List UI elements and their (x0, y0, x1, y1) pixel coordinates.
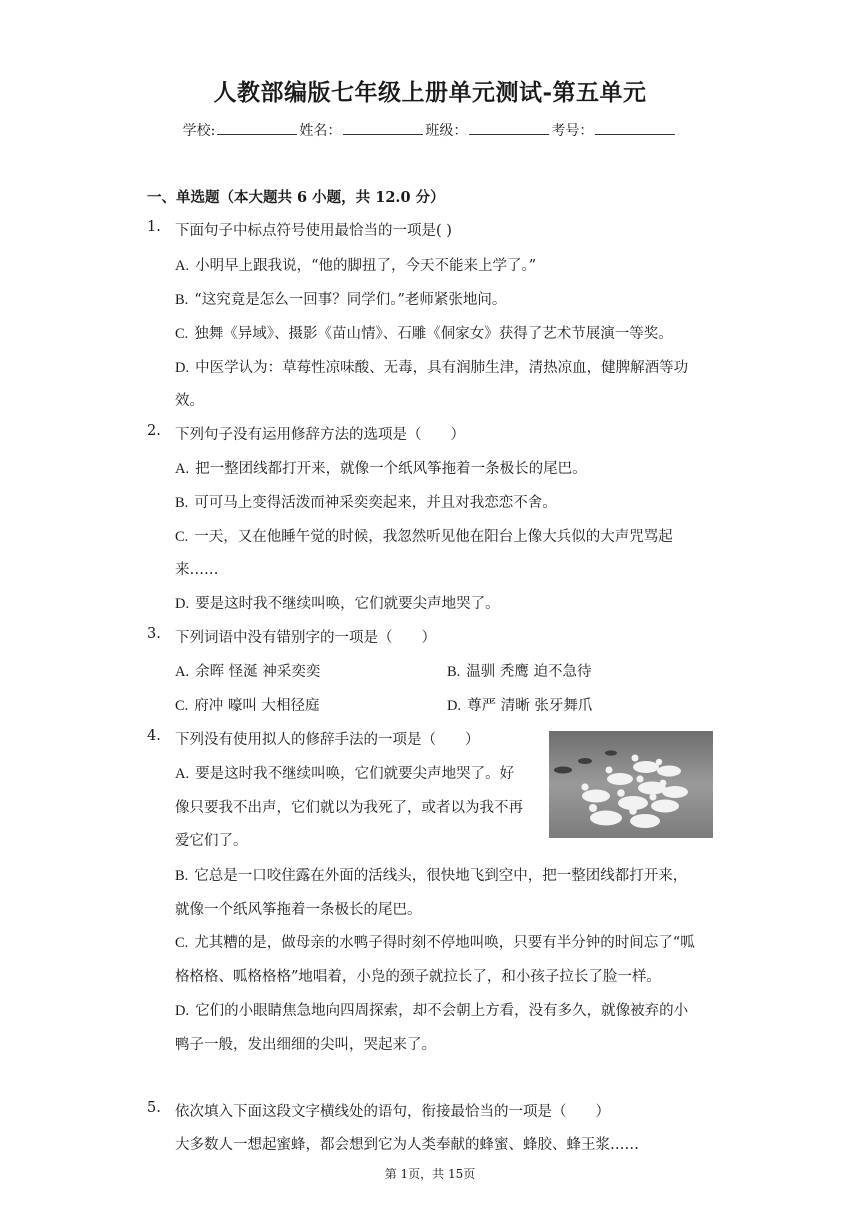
option-continuation: 就像一个纸风筝拖着一条极长的尾巴。 (175, 902, 422, 918)
option-letter: A. (175, 766, 190, 782)
class-blank[interactable] (469, 122, 549, 135)
section-heading: 一、单选题（本大题共 6 小题，共 12.0 分） (147, 189, 445, 206)
page-title: 人教部编版七年级上册单元测试-第五单元 (213, 79, 647, 106)
option-letter: A. (175, 258, 190, 274)
option-d[interactable] (175, 356, 688, 377)
option-c[interactable] (175, 322, 673, 343)
option-d[interactable] (175, 592, 500, 613)
option-letter: D. (175, 360, 190, 376)
option-letter: B. (175, 292, 189, 308)
option-a[interactable] (175, 762, 514, 783)
option-a[interactable] (175, 457, 587, 478)
option-b[interactable] (175, 491, 557, 512)
option-c[interactable] (175, 931, 695, 952)
option-continuation: 格格格、呱格格格”地唱着，小凫的颈子就拉长了，和小孩子拉长了脸一样。 (175, 969, 661, 985)
question-number: 5. (147, 1100, 161, 1116)
class-label: 班级： (425, 123, 468, 139)
option-continuation: 爱它们了。 (175, 833, 248, 849)
option-a[interactable] (175, 254, 536, 275)
question-number: 2. (147, 423, 161, 439)
school-blank[interactable] (217, 122, 297, 135)
option-text: 要是这时我不继续叫唤，它们就要尖声地哭了。 (195, 596, 500, 612)
option-d[interactable] (175, 999, 688, 1020)
option-text: 要是这时我不继续叫唤，它们就要尖声地哭了。好 (195, 766, 515, 782)
question-number: 3. (147, 626, 161, 642)
option-letter: C. (175, 935, 189, 951)
name-label: 姓名： (299, 123, 342, 139)
option-c[interactable] (175, 694, 320, 715)
ducks-photo (549, 731, 713, 838)
option-c[interactable] (175, 525, 673, 546)
ducks-illustration (549, 731, 713, 838)
option-letter: B. (447, 664, 461, 680)
option-a[interactable] (175, 660, 320, 681)
question-stem: 下列句子没有运用修辞方法的选项是（ ） (175, 427, 465, 443)
question-number: 4. (147, 728, 161, 744)
exam-number-blank[interactable] (595, 122, 675, 135)
option-continuation: 像只要我不出声，它们就以为我死了，或者以为我不再 (175, 800, 523, 816)
option-text: 一天，又在他睡午觉的时候，我忽然听见他在阳台上像大兵似的大声咒骂起 (194, 529, 673, 545)
option-letter: D. (175, 596, 190, 612)
question-number: 1. (147, 219, 161, 235)
option-text: 府冲 嚎叫 大相径庭 (194, 698, 320, 714)
option-b[interactable] (175, 288, 506, 309)
question-stem: 下列词语中没有错别字的一项是（ ） (175, 630, 436, 646)
option-b[interactable] (447, 660, 592, 681)
option-letter: A. (175, 461, 190, 477)
option-letter: C. (175, 698, 189, 714)
option-d[interactable] (447, 694, 592, 715)
option-text: 独舞《异域》、摄影《苗山情》、石雕《侗家女》获得了艺术节展演一等奖。 (194, 326, 673, 342)
question-stem: 下面句子中标点符号使用最恰当的一项是( ) (175, 223, 452, 239)
option-text: 尤其糟的是，做母亲的水鸭子得时刻不停地叫唤，只要有半分钟的时间忘了“呱 (194, 935, 695, 951)
option-text: “这究竟是怎么一回事？同学们。”老师紧张地问。 (194, 292, 507, 308)
question-passage: 大多数人一想起蜜蜂，都会想到它为人类奉献的蜂蜜、蜂胶、蜂王浆…… (175, 1137, 639, 1153)
option-letter: D. (175, 1003, 190, 1019)
name-blank[interactable] (343, 122, 423, 135)
school-label: 学校: (182, 123, 216, 139)
option-continuation: 效。 (175, 393, 204, 409)
option-text: 尊严 清晰 张牙舞爪 (467, 698, 593, 714)
option-text: 温驯 秃鹰 迫不急待 (466, 664, 592, 680)
option-letter: C. (175, 529, 189, 545)
option-letter: B. (175, 868, 189, 884)
option-letter: B. (175, 495, 189, 511)
option-text: 余晖 怪涎 神采奕奕 (195, 664, 321, 680)
question-stem: 依次填入下面这段文字横线处的语句，衔接最恰当的一项是（ ） (175, 1104, 610, 1120)
student-info-line (0, 120, 860, 140)
option-letter: C. (175, 326, 189, 342)
option-continuation: 来…… (175, 562, 219, 578)
option-b[interactable] (175, 864, 687, 885)
option-letter: D. (447, 698, 462, 714)
option-text: 中医学认为：草莓性凉味酸、无毒，具有润肺生津，清热凉血，健脾解酒等功 (195, 360, 689, 376)
option-text: 它总是一口咬住露在外面的活线头，很快地飞到空中，把一整团线都打开来， (194, 868, 688, 884)
option-text: 它们的小眼睛焦急地向四周探索，却不会朝上方看，没有多久，就像被弃的小 (195, 1003, 689, 1019)
option-text: 把一整团线都打开来，就像一个纸风筝拖着一条极长的尾巴。 (195, 461, 587, 477)
question-stem: 下列没有使用拟人的修辞手法的一项是（ ） (175, 732, 480, 748)
page-footer: 第 1页，共 15页 (384, 1167, 476, 1181)
exam-number-label: 考号： (551, 123, 594, 139)
option-text: 可可马上变得活泼而神采奕奕起来，并且对我恋恋不舍。 (194, 495, 557, 511)
option-letter: A. (175, 664, 190, 680)
option-continuation: 鸭子一般，发出细细的尖叫，哭起来了。 (175, 1037, 436, 1053)
option-text: 小明早上跟我说，“他的脚扭了，今天不能来上学了。” (195, 258, 537, 274)
